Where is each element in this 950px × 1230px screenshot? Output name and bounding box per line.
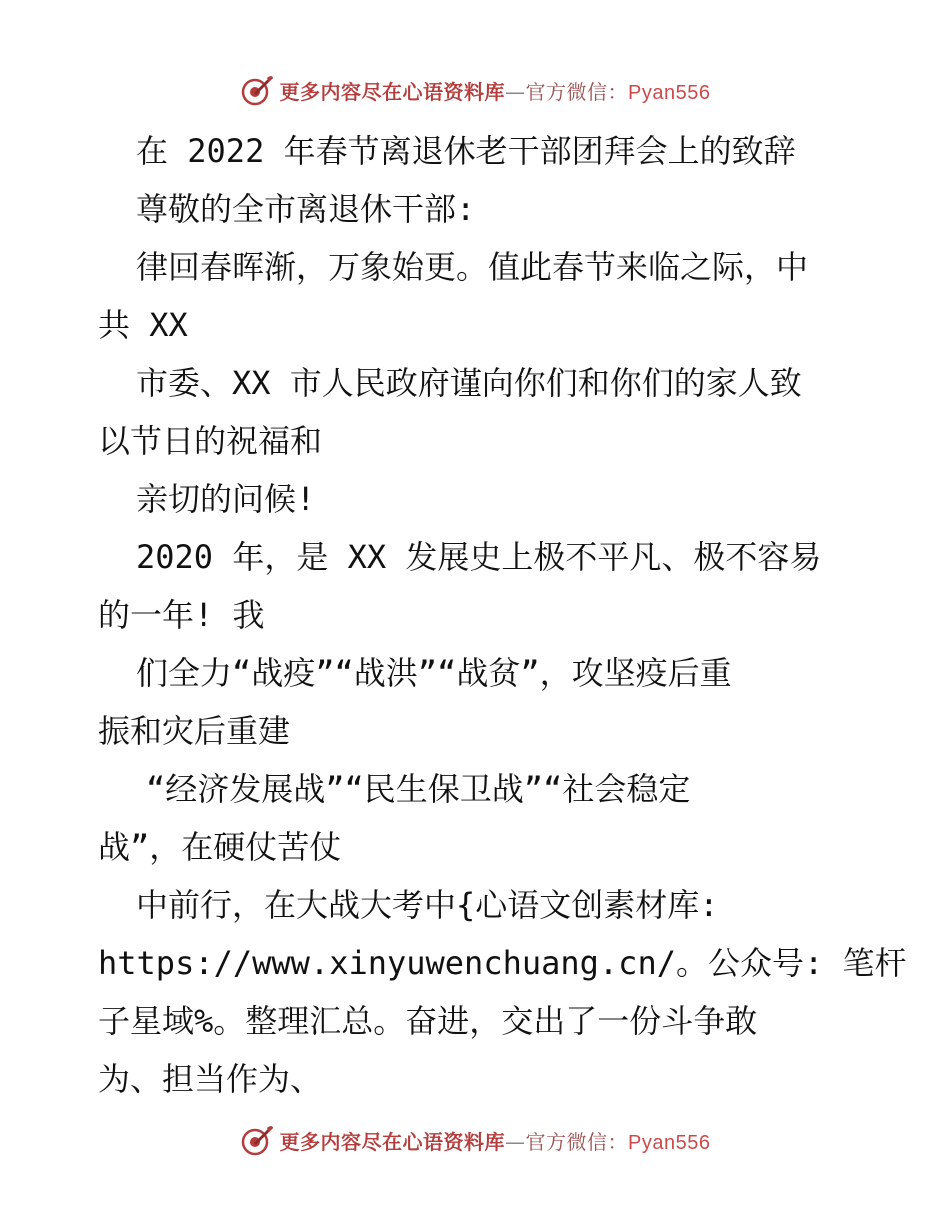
- text-line: 共 XX: [98, 306, 188, 344]
- text-line: 2020 年，是 XX 发展史上极不平凡、极不容易: [136, 538, 822, 576]
- text-line: 尊敬的全市离退休干部:: [136, 190, 476, 228]
- text-line: 市委、XX 市人民政府谨向你们和你们的家人致: [136, 364, 802, 402]
- footer-banner-content: [240, 1123, 711, 1157]
- document-body: [98, 122, 907, 1108]
- text-line: 亲切的问候!: [136, 480, 316, 518]
- text-line: https://www.xinyuwenchuang.cn/。公众号: 笔杆: [98, 944, 907, 982]
- banner-contact-label: 官方微信：: [525, 1129, 629, 1154]
- quill-pen-seal-icon: [240, 1123, 274, 1157]
- banner-contact-label: 官方微信：: [525, 79, 629, 104]
- header-banner-content: [240, 73, 711, 107]
- banner-main-text: 更多内容尽在心语资料库: [279, 1129, 506, 1154]
- banner-separator: —: [505, 1129, 526, 1154]
- text-line: 振和灾后重建: [98, 712, 291, 750]
- text-line: “经济发展战”“民生保卫战”“社会稳定: [146, 770, 691, 808]
- text-line: 在 2022 年春节离退休老干部团拜会上的致辞: [136, 132, 796, 170]
- footer-watermark-banner: [0, 1120, 950, 1160]
- footer-banner-text: [280, 1126, 711, 1155]
- text-line: 律回春晖渐，万象始更。值此春节来临之际，中: [136, 248, 809, 286]
- text-line: 子星域%。整理汇总。奋进，交出了一份斗争敢: [98, 1002, 758, 1040]
- header-banner-text: [280, 76, 711, 105]
- text-line: 战”，在硬仗苦仗: [98, 828, 342, 866]
- quill-pen-seal-icon: [240, 73, 274, 107]
- banner-main-text: 更多内容尽在心语资料库: [279, 79, 506, 104]
- banner-wechat-id: Pyan556: [628, 81, 711, 104]
- banner-separator: —: [505, 79, 526, 104]
- text-line: 中前行，在大战大考中{心语文创素材库:: [136, 886, 719, 924]
- text-line: 以节日的祝福和: [98, 422, 323, 460]
- text-line: 的一年! 我: [98, 596, 265, 634]
- banner-wechat-id: Pyan556: [628, 1131, 711, 1154]
- text-line: 为、担当作为、: [98, 1060, 323, 1098]
- text-line: 们全力“战疫”“战洪”“战贫”，攻坚疫后重: [136, 654, 732, 692]
- header-watermark-banner: [0, 70, 950, 110]
